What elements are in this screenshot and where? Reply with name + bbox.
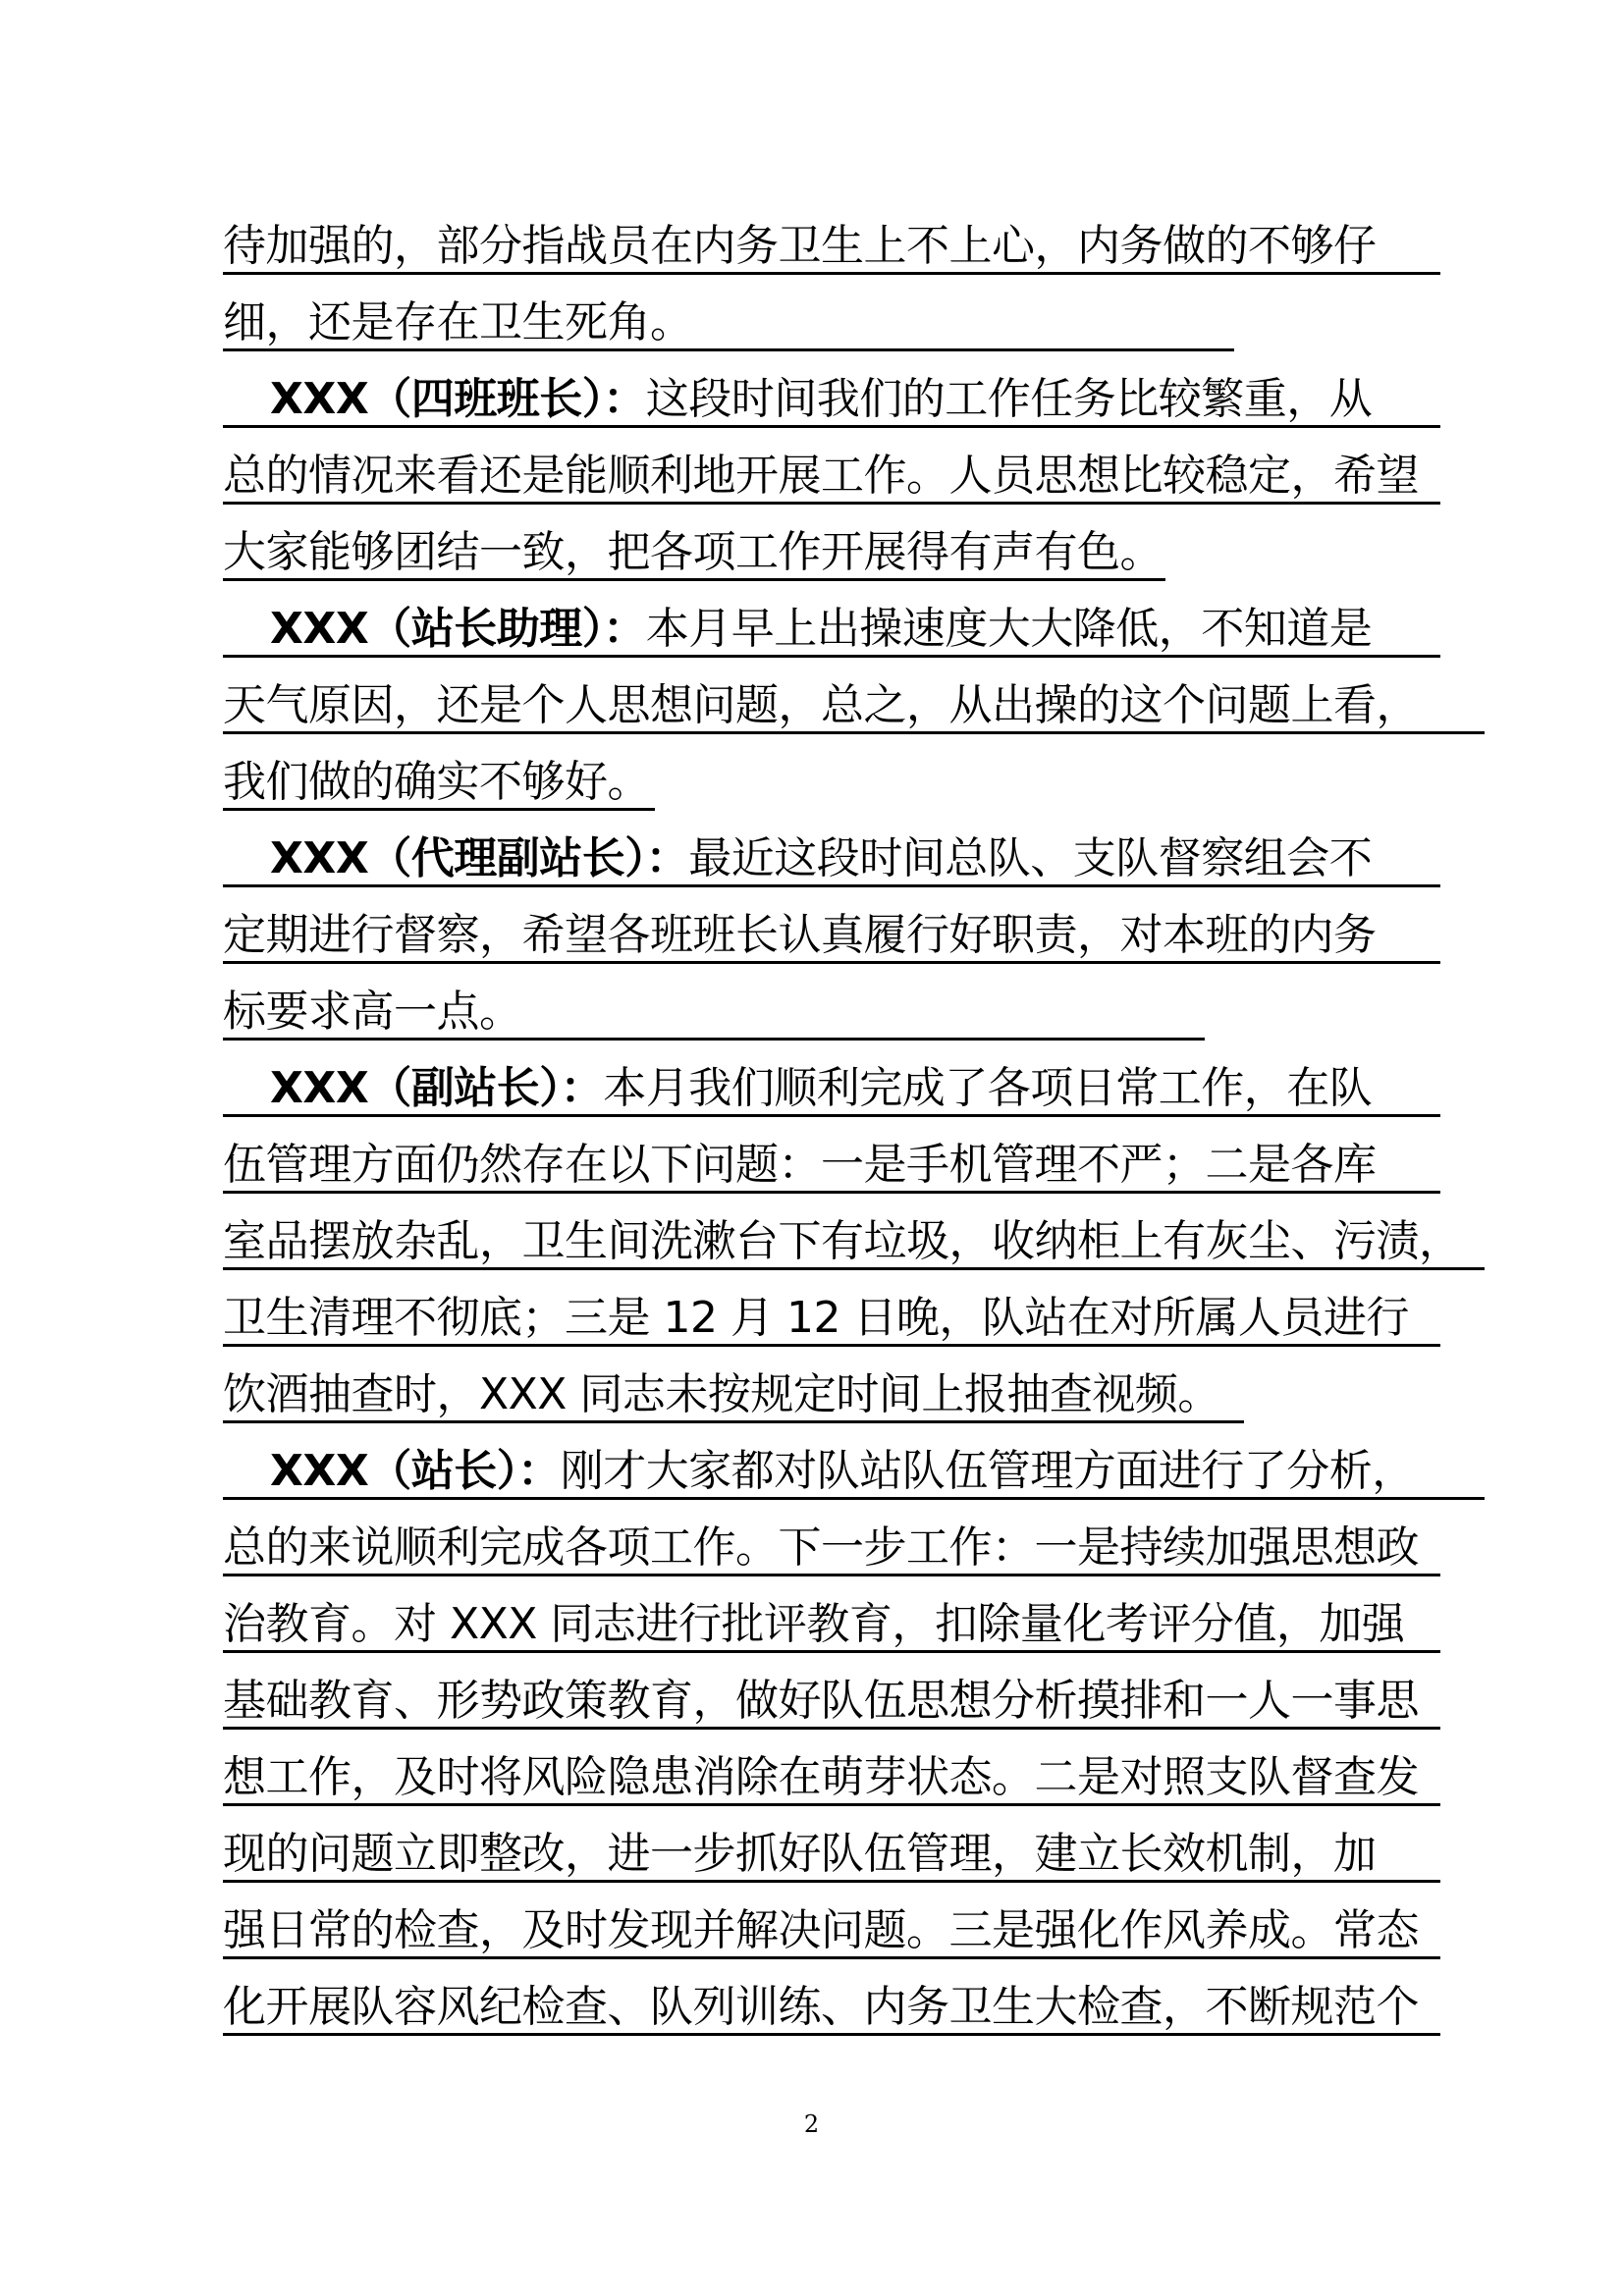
underline-rule — [223, 2033, 1440, 2036]
speaker-label: XXX（站长）： — [270, 1446, 561, 1496]
line-text: 本月我们顺利完成了各项日常工作，在队 — [603, 1063, 1373, 1113]
underline-rule — [223, 1803, 1440, 1806]
underline-rule — [223, 1420, 1244, 1423]
text-line — [223, 1357, 1499, 1433]
page-number: 2 — [803, 2110, 820, 2138]
line-text: 基础教育、形势政策教育，做好队伍思想分析摸排和一人一事思 — [223, 1676, 1419, 1726]
underline-rule — [223, 808, 655, 811]
text-line — [223, 361, 1499, 438]
text-line — [223, 1663, 1499, 1739]
line-text: 室品摆放杂乱，卫生间洗漱台下有垃圾，收纳柜上有灰尘、污渍， — [223, 1216, 1462, 1266]
text-line — [223, 1586, 1499, 1663]
line-text: 总的情况来看还是能顺利地开展工作。人员思想比较稳定，希望 — [223, 451, 1419, 501]
body-text — [223, 208, 1499, 2046]
underline-rule — [223, 1267, 1485, 1270]
underline-rule — [223, 884, 1440, 887]
speaker-label: XXX（副站长）： — [270, 1063, 604, 1113]
underline-rule — [223, 961, 1440, 964]
underline-rule — [223, 1344, 1440, 1347]
text-line — [223, 285, 1499, 361]
text-line — [223, 821, 1499, 897]
line-text: 定期进行督察，希望各班班长认真履行好职责，对本班的内务 — [223, 910, 1377, 960]
text-line — [223, 1510, 1499, 1586]
speaker-label: XXX（代理副站长）： — [270, 833, 689, 883]
line-text: 伍管理方面仍然存在以下问题：一是手机管理不严；二是各库 — [223, 1140, 1377, 1190]
underline-rule — [223, 272, 1440, 275]
underline-rule — [223, 1650, 1440, 1653]
text-line — [223, 667, 1499, 744]
line-text: 刚才大家都对队站队伍管理方面进行了分析， — [560, 1446, 1415, 1496]
speaker-label: XXX（四班班长）： — [270, 374, 646, 424]
text-line — [223, 744, 1499, 821]
underline-rule — [223, 1038, 1205, 1041]
line-text: 待加强的，部分指战员在内务卫生上不上心，内务做的不够仔 — [223, 221, 1377, 271]
text-line — [223, 1280, 1499, 1357]
paragraph — [223, 821, 1499, 1050]
speaker-label: XXX（站长助理）： — [270, 604, 646, 654]
underline-rule — [223, 425, 1440, 428]
line-text: 想工作，及时将风险隐患消除在萌芽状态。二是对照支队督查发 — [223, 1752, 1419, 1802]
text-line — [223, 1893, 1499, 1969]
paragraph — [223, 591, 1499, 821]
text-line — [223, 897, 1499, 974]
text-line — [223, 208, 1499, 285]
text-line — [223, 1816, 1499, 1893]
line-text: 化开展队容风纪检查、队列训练、内务卫生大检查，不断规范个 — [223, 1982, 1419, 2032]
text-line — [223, 1433, 1499, 1510]
line-text: 天气原因，还是个人思想问题，总之，从出操的这个问题上看， — [223, 680, 1419, 730]
underline-rule — [223, 502, 1440, 505]
underline-rule — [223, 1880, 1440, 1883]
paragraph — [223, 1433, 1499, 2046]
line-text: 现的问题立即整改，进一步抓好队伍管理，建立长效机制，加 — [223, 1829, 1377, 1879]
line-text: 总的来说顺利完成各项工作。下一步工作：一是持续加强思想政 — [223, 1522, 1419, 1573]
line-text: 本月早上出操速度大大降低，不知道是 — [645, 604, 1373, 654]
text-line — [223, 1739, 1499, 1816]
line-text: 这段时间我们的工作任务比较繁重，从 — [645, 374, 1373, 424]
text-line — [223, 438, 1499, 514]
paragraph — [223, 361, 1499, 591]
text-line — [223, 591, 1499, 667]
line-text: 饮酒抽查时，XXX 同志未按规定时间上报抽查视频。 — [223, 1369, 1220, 1419]
text-line — [223, 1050, 1499, 1127]
text-line — [223, 1127, 1499, 1203]
underline-rule — [223, 1114, 1440, 1117]
line-text: 标要求高一点。 — [223, 987, 522, 1037]
line-text: 最近这段时间总队、支队督察组会不 — [688, 833, 1373, 883]
line-text: 强日常的检查，及时发现并解决问题。三是强化作风养成。常态 — [223, 1905, 1419, 1955]
underline-rule — [223, 731, 1485, 734]
underline-rule — [223, 1574, 1440, 1576]
underline-rule — [223, 1956, 1440, 1959]
underline-rule — [223, 1497, 1485, 1500]
paragraph — [223, 1050, 1499, 1433]
underline-rule — [223, 578, 1165, 581]
line-text: 大家能够团结一致，把各项工作开展得有声有色。 — [223, 527, 1163, 577]
text-line — [223, 1969, 1499, 2046]
text-line — [223, 514, 1499, 591]
underline-rule — [223, 348, 1234, 351]
paragraph — [223, 208, 1499, 361]
text-line — [223, 1203, 1499, 1280]
text-line — [223, 974, 1499, 1050]
line-text: 我们做的确实不够好。 — [223, 757, 650, 807]
underline-rule — [223, 1727, 1440, 1730]
line-text: 卫生清理不彻底；三是 12 月 12 日晚，队站在对所属人员进行 — [223, 1293, 1409, 1343]
underline-rule — [223, 1191, 1440, 1194]
line-text: 细，还是存在卫生死角。 — [223, 297, 693, 347]
underline-rule — [223, 655, 1440, 658]
line-text: 治教育。对 XXX 同志进行批评教育，扣除量化考评分值，加强 — [223, 1599, 1405, 1649]
